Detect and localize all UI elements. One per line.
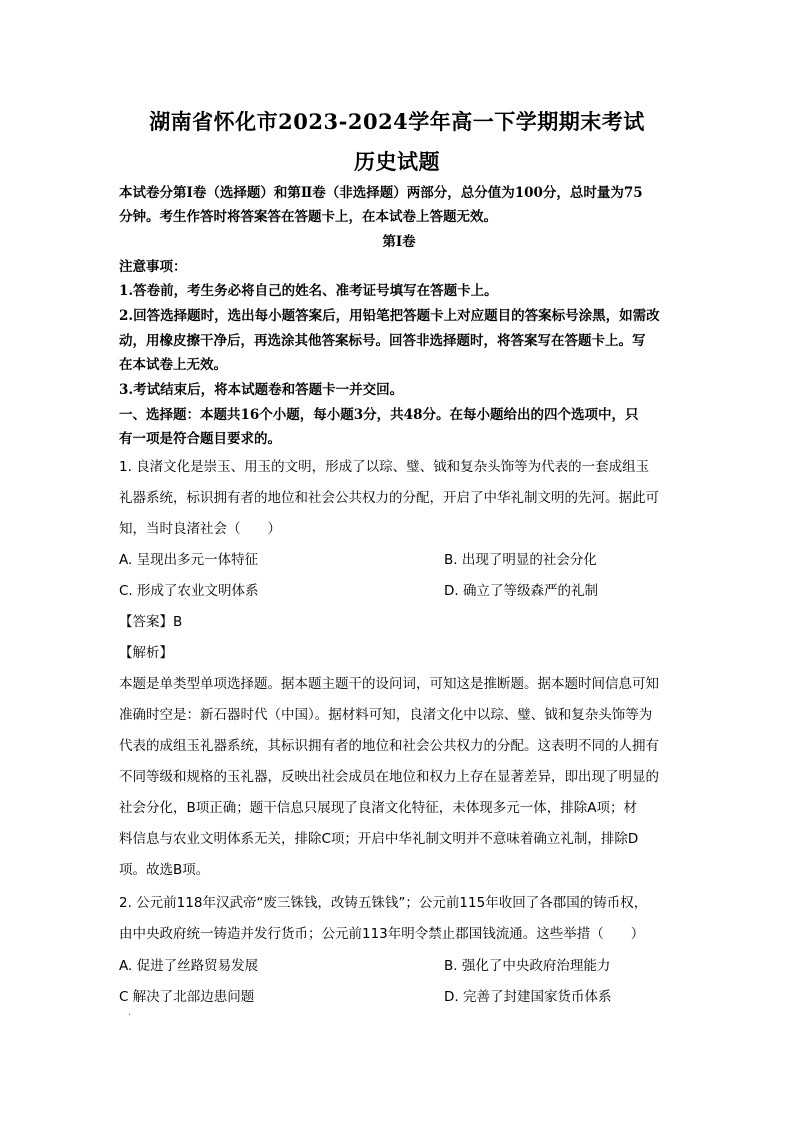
footer-mark: ·: [128, 1010, 132, 1021]
q1-analysis-label: 【解析】: [119, 645, 173, 661]
section-heading: 第Ⅰ卷: [382, 234, 416, 250]
q1-stem-line-3: 知，当时良渚社会（ ）: [119, 521, 281, 537]
note-item-2-line-1: 2.回答选择题时，选出每小题答案后，用铅笔把答题卡上对应题目的答案标号涂黑，如需改: [119, 308, 660, 324]
q1-analysis-line-4: 不同等级和规格的玉礼器，反映出社会成员在地位和权力上存在显著差异，即出现了明显的: [119, 769, 659, 785]
q2-option-a: A. 促进了丝路贸易发展: [119, 958, 259, 974]
q1-analysis-line-6: 料信息与农业文明体系无关，排除C项；开启中华礼制文明并不意味着确立礼制，排除D: [119, 831, 639, 847]
q1-analysis-line-1: 本题是单类型单项选择题。据本题主题干的设问词，可知这是推断题。据本题时间信息可知: [119, 676, 659, 692]
q1-option-a: A. 呈现出多元一体特征: [119, 552, 259, 568]
intro-line-1: 本试卷分第Ⅰ卷（选择题）和第Ⅱ卷（非选择题）两部分，总分值为100分，总时量为75: [119, 185, 643, 201]
q1-analysis-line-7: 项。故选B项。: [119, 862, 210, 878]
q2-options-row-1: [119, 951, 679, 981]
q1-option-d: D. 确立了等级森严的礼制: [444, 583, 598, 599]
q1-analysis-line-5: 社会分化，B项正确；题干信息只展现了良渚文化特征，未体现多元一体，排除A项；材: [119, 800, 637, 816]
q2-option-d: D. 完善了封建国家货币体系: [444, 989, 612, 1005]
q1-stem-line-2: 礼器系统，标识拥有者的地位和社会公共权力的分配，开启了中华礼制文明的先河。据此可: [119, 490, 659, 506]
q2-stem-line-1: 2. 公元前118年汉武帝“废三铢钱，改铸五铢钱”；公元前115年收回了各郡国的铸币权，: [119, 895, 648, 911]
q1-analysis-line-2: 准确时空是：新石器时代（中国）。据材料可知，良渚文化中以琮、璧、钺和复杂头饰等为: [119, 707, 653, 723]
q2-option-c: C 解决了北部边患问题: [119, 989, 255, 1005]
q2-options-row-2: [119, 982, 679, 1012]
q1-option-b: B. 出现了明显的社会分化: [444, 552, 597, 568]
note-item-2-line-2: 动，用橡皮擦干净后，再选涂其他答案标号。回答非选择题时，将答案写在答题卡上。写: [119, 333, 646, 349]
part1-instruction-line-1: 一、选择题：本题共16个小题，每小题3分，共48分。在每小题给出的四个选项中，只: [119, 407, 639, 423]
note-item-3: 3.考试结束后，将本试题卷和答题卡一并交回。: [119, 382, 404, 398]
q1-analysis-line-3: 代表的成组玉礼器系统，其标识拥有者的地位和社会公共权力的分配。这表明不同的人拥有: [119, 738, 659, 754]
q1-option-c: C. 形成了农业文明体系: [119, 583, 259, 599]
exam-subtitle: 历史试题: [354, 149, 440, 174]
q2-stem-line-2: 由中央政府统一铸造并发行货币；公元前113年明令禁止郡国钱流通。这些举措（ ）: [119, 926, 645, 942]
intro-line-2: 分钟。考生作答时将答案答在答题卡上，在本试卷上答题无效。: [119, 209, 497, 225]
q1-options-row-2: [119, 576, 679, 606]
q1-answer: 【答案】B: [119, 614, 183, 630]
notes-heading: 注意事项：: [119, 259, 187, 275]
q1-options-row-1: [119, 545, 679, 575]
part1-instruction-line-2: 有一项是符合题目要求的。: [119, 431, 281, 447]
exam-title: 湖南省怀化市2023-2024学年高一下学期期末考试: [149, 109, 645, 134]
note-item-1: 1.答卷前，考生务必将自己的姓名、准考证号填写在答题卡上。: [119, 283, 498, 299]
note-item-2-line-3: 在本试卷上无效。: [119, 357, 227, 373]
q1-stem-line-1: 1. 良渚文化是崇玉、用玉的文明，形成了以琮、璧、钺和复杂头饰等为代表的一套成组玉: [119, 459, 650, 475]
q2-option-b: B. 强化了中央政府治理能力: [444, 958, 611, 974]
